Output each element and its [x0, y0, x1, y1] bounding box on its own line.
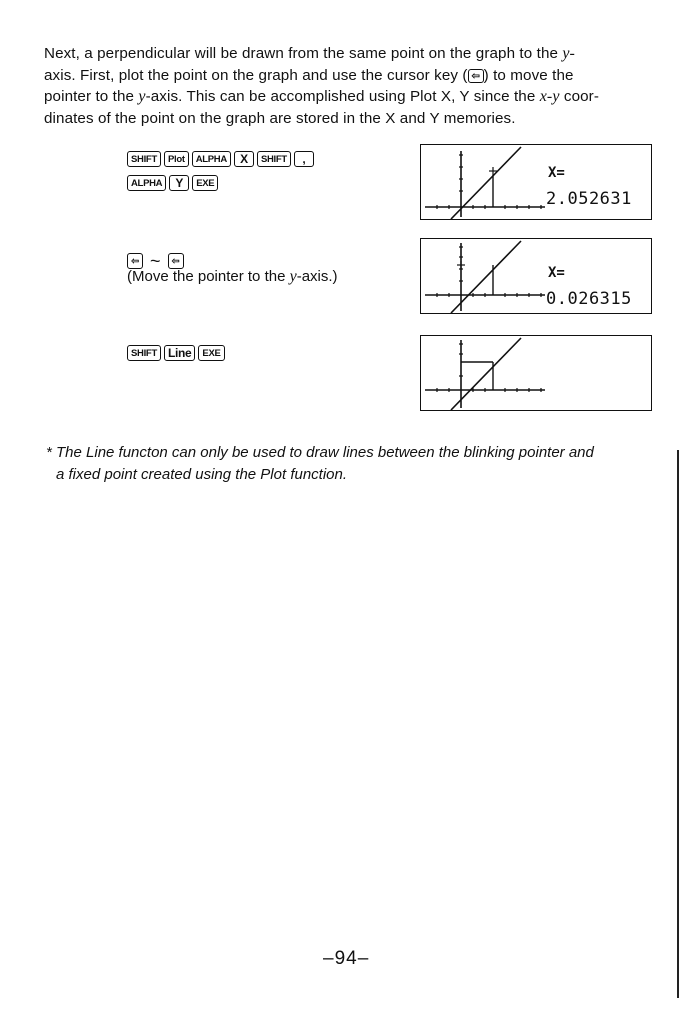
line-key: Line	[164, 345, 195, 361]
x-value: 0.026315	[546, 289, 632, 309]
intro-paragraph	[44, 43, 656, 129]
alpha-key: ALPHA	[192, 151, 231, 167]
exe-key: EXE	[192, 175, 218, 191]
intro-line-2b: ) to move the	[483, 66, 574, 84]
page-number: –94–	[323, 948, 370, 969]
step1-key-row-2	[127, 175, 218, 191]
step3-key-row	[127, 345, 225, 361]
footnote-line-1: * The Line functon can only be used to draw lines between the blinking pointer and	[46, 444, 594, 461]
footnote-line-2: a fixed point created using the Plot function.	[56, 466, 348, 483]
intro-line-2a: axis. First, plot the point on the graph and use the cursor key (	[44, 66, 468, 84]
caption-part-a: (Move the pointer to the	[127, 268, 290, 285]
axis-ticks	[437, 155, 541, 209]
caption-part-b: -axis.)	[296, 268, 338, 285]
cursor-left-key-icon: ⇦	[468, 69, 484, 83]
pointer-cross-icon	[457, 261, 465, 269]
footnote	[46, 442, 666, 486]
calculator-screen-2	[420, 238, 652, 314]
graph-plot-3	[421, 336, 652, 411]
x-label: X=	[548, 165, 565, 181]
x-value: 2.052631	[546, 189, 632, 209]
calculator-screen-1	[420, 144, 652, 220]
intro-line-3a: pointer to the	[44, 88, 139, 105]
intro-y-italic: y-	[562, 45, 575, 62]
comma-key: ,	[294, 151, 314, 167]
caption-y-italic: y	[289, 268, 297, 285]
shift-key: SHIFT	[257, 151, 291, 167]
x-key: X	[234, 151, 254, 167]
x-label: X=	[548, 265, 565, 281]
intro-xy-italic: x-y	[539, 88, 560, 105]
intro-line-3c: coor-	[559, 88, 599, 105]
alpha-key: ALPHA	[127, 175, 166, 191]
tilde: ~	[150, 251, 161, 271]
step1-key-row-1	[127, 151, 314, 167]
y-key: Y	[169, 175, 189, 191]
cursor-left-key-icon: ⇦	[168, 253, 184, 269]
page-edge-rule	[677, 450, 679, 998]
intro-line-1: Next, a perpendicular will be drawn from the same point on the graph to the	[44, 45, 563, 62]
intro-y-axis-italic: y	[138, 88, 146, 105]
axis-ticks	[437, 344, 541, 392]
shift-key: SHIFT	[127, 151, 161, 167]
intro-line-3b: -axis. This can be accomplished using Plot X, Y since the	[145, 88, 540, 105]
step2-key-row	[127, 253, 184, 269]
plot-key: Plot	[164, 151, 189, 167]
step2-caption	[127, 268, 338, 286]
calculator-screen-3	[420, 335, 652, 411]
intro-line-4: dinates of the point on the graph are stored in the X and Y memories.	[44, 109, 516, 127]
exe-key: EXE	[198, 345, 224, 361]
cursor-left-key-icon: ⇦	[127, 253, 143, 269]
axis-ticks	[437, 247, 541, 297]
shift-key: SHIFT	[127, 345, 161, 361]
